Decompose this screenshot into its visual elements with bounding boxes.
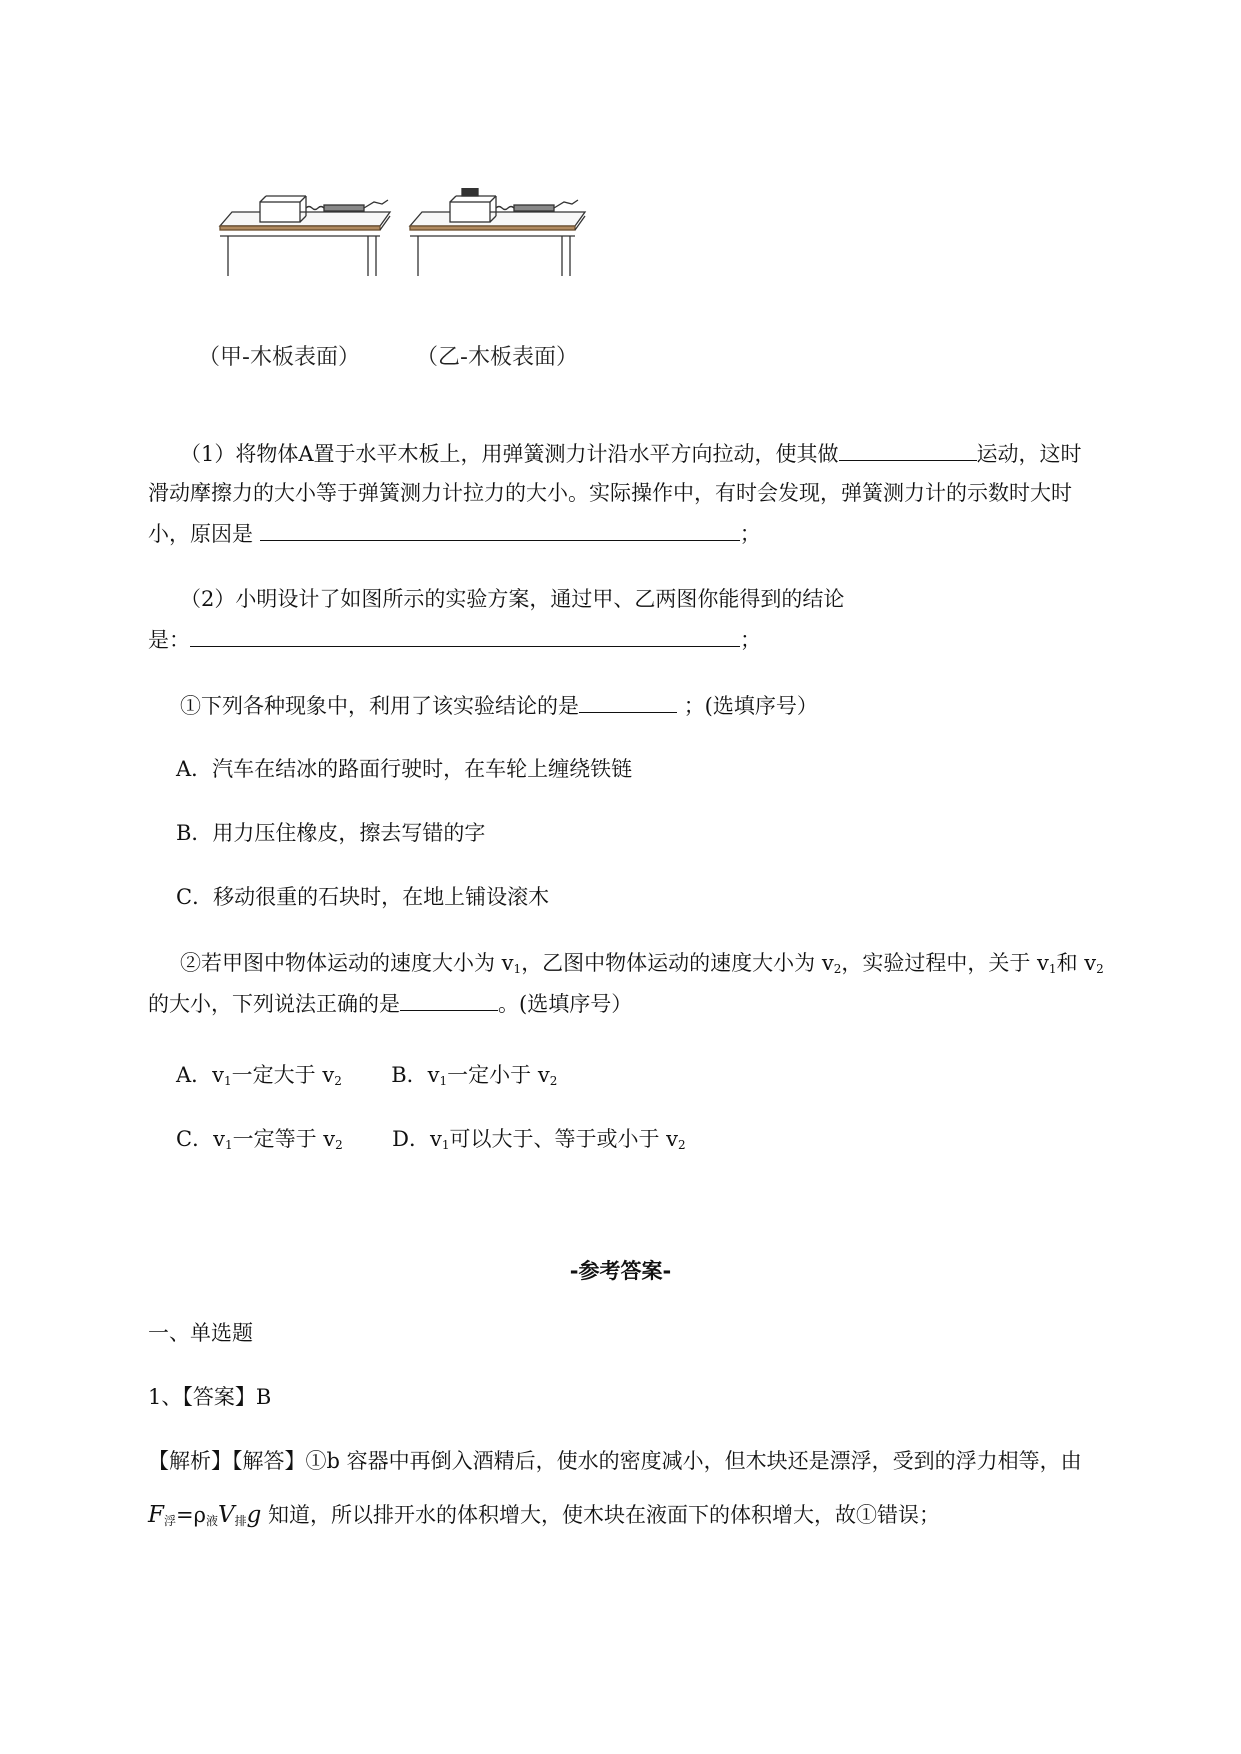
table-right-illustration (410, 188, 585, 276)
formula-g: g (246, 1502, 262, 1528)
subscript-2: 2 (1096, 962, 1104, 976)
q2-sub2-text-a: ②若甲图中物体运动的速度大小为 v (180, 951, 514, 975)
weight-block (462, 188, 478, 196)
q2-sub1-text-a: ①下列各种现象中，利用了该实验结论的是 (180, 694, 579, 718)
answer-options-row2 (176, 1124, 1186, 1160)
q1-line1 (180, 438, 1190, 469)
formula-f: F (148, 1502, 164, 1528)
subscript-2: 2 (833, 962, 842, 976)
q2-sub1-blank[interactable] (579, 690, 677, 713)
formula-v-sub: 排 (234, 1514, 247, 1528)
answer-item-1: 1、【答案】B (148, 1385, 272, 1409)
q1-text-a: （1）将物体A置于水平木板上，用弹簧测力计沿水平方向拉动，使其做 (180, 442, 839, 466)
q1-line3 (148, 518, 1158, 549)
q2-sub2-text-f: 。(选填序号） (498, 992, 633, 1016)
q2-sub2-line1 (180, 948, 1190, 984)
ans-option-b: B．$v_1$一定小于 $v_2$ (391, 1063, 558, 1088)
figure-caption-right: （乙-木板表面） (416, 345, 578, 370)
q2-sub2-text-c: ，实验过程中，关于 v (841, 951, 1049, 975)
q2-line1: （2）小明设计了如图所示的实验方案，通过甲、乙两图你能得到的结论 (180, 587, 845, 611)
q1-text-d: ； (739, 522, 761, 546)
q2-sub2-text-e: 的大小，下列说法正确的是 (148, 992, 400, 1016)
q2-text-b: ； (740, 628, 761, 652)
q2-sub2-text-d: 和 v (1056, 951, 1097, 975)
q1-line2: 滑动摩擦力的大小等于弹簧测力计拉力的大小。实际操作中，有时会发现，弹簧测力计的示数时大时 (148, 481, 1072, 505)
q1-text-b: 运动，这时 (976, 442, 1082, 466)
section-title: 一、单选题 (148, 1321, 253, 1345)
answers-heading: -参考答案- (569, 1259, 672, 1283)
q1-blank-reason[interactable] (260, 518, 740, 541)
q2-sub1 (180, 690, 1190, 721)
formula-v: V (217, 1502, 235, 1528)
analysis-line1: 【解析】【解答】①b 容器中再倒入酒精后，使水的密度减小，但木块还是漂浮，受到的浮力相等，由 (148, 1449, 1082, 1473)
figure-caption-left: （甲-木板表面） (198, 345, 360, 370)
option-c: C．移动很重的石块时，在地上铺设滚木 (176, 885, 550, 909)
analysis-line2 (148, 1500, 1158, 1536)
subscript-1: 1 (1048, 962, 1057, 976)
option-b: B．用力压住橡皮，擦去写错的字 (176, 821, 486, 845)
q2-sub2-line2 (148, 988, 1158, 1019)
ans-option-c: C．$v_1$一定等于 $v_2$ (176, 1127, 343, 1152)
ans-option-d: D．$v_1$可以大于、等于或小于 $v_2$ (392, 1127, 686, 1152)
q2-line2 (148, 624, 1158, 655)
subscript-1: 1 (513, 962, 522, 976)
q1-blank-motion[interactable] (839, 438, 977, 461)
q2-sub2-blank[interactable] (400, 988, 498, 1011)
q1-text-c: 小，原因是 (148, 522, 253, 546)
formula-eq: =ρ (175, 1503, 206, 1527)
table-left-illustration (220, 196, 390, 276)
q2-sub2-text-b: ，乙图中物体运动的速度大小为 v (521, 951, 834, 975)
option-a: A．汽车在结冰的路面行驶时，在车轮上缠绕铁链 (176, 757, 633, 781)
q2-blank-conclusion[interactable] (190, 624, 740, 647)
analysis-line2-text: 知道，所以排开水的体积增大，使木块在液面下的体积增大，故①错误； (261, 1503, 941, 1527)
formula-f-sub: 浮 (163, 1514, 176, 1528)
formula-rho-sub: 液 (205, 1514, 218, 1528)
ans-option-a: A．$v_1$一定大于 $v_2$ (176, 1063, 342, 1088)
answer-options-row1 (176, 1060, 1186, 1096)
q2-sub1-text-b: ；(选填序号） (683, 694, 818, 718)
q2-text-a: 是： (148, 628, 190, 652)
